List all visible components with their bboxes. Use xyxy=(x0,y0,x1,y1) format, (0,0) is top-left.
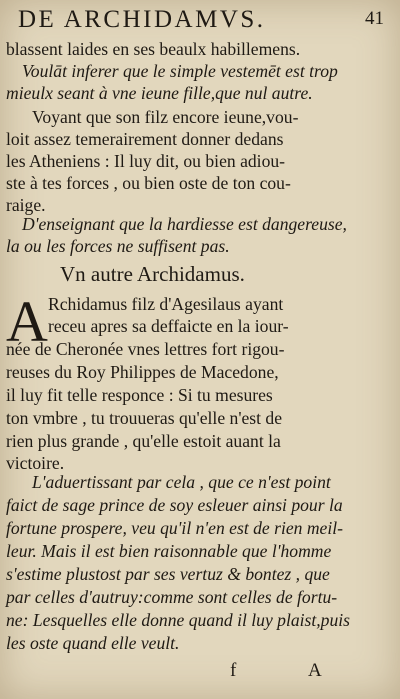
text-line: raige. xyxy=(6,195,46,215)
page-number: 41 xyxy=(365,8,384,29)
italic-line: Voulāt inferer que le simple vestemēt est trop xyxy=(22,61,338,81)
catchword: A xyxy=(308,660,322,681)
italic-line: L'aduertissant par cela , que ce n'est point xyxy=(32,472,331,492)
text-line: victoire. xyxy=(6,453,65,473)
text-line: loit assez temerairement donner dedans xyxy=(6,129,284,149)
italic-line: s'estime plustost par ses vertuz & bontez , que xyxy=(6,564,330,584)
section-heading: Vn autre Archidamus. xyxy=(60,262,245,286)
text-line: Rchidamus filz d'Agesilaus ayant xyxy=(48,294,284,314)
italic-line: D'enseignant que la hardiesse est dangereuse, xyxy=(22,214,347,234)
text-line: ste à tes forces , ou bien oste de ton cou- xyxy=(6,173,291,193)
italic-line: par celles d'autruy:comme sont celles de fortu- xyxy=(6,587,338,607)
text-line: Voyant que son filz encore ieune,vou- xyxy=(32,107,299,127)
italic-line: la ou les forces ne suffisent pas. xyxy=(6,236,230,256)
page-footer xyxy=(0,660,400,690)
running-title: DE ARCHIDAMVS. xyxy=(18,6,266,33)
italic-line: faict de sage prince de soy esleuer ainsi pour la xyxy=(6,495,343,515)
signature-mark: f xyxy=(230,660,237,681)
drop-cap: A xyxy=(6,289,48,354)
text-line: rien plus grande , qu'elle estoit auant la xyxy=(6,431,281,451)
italic-line: leur. Mais il est bien raisonnable que l'homme xyxy=(6,541,332,561)
text-line: il luy fit telle responce : Si tu mesures xyxy=(6,385,273,405)
italic-line: mieulx seant à vne ieune fille,que nul autre. xyxy=(6,83,313,103)
text-line: les Atheniens : Il luy dit, ou bien adiou- xyxy=(6,151,286,171)
text-line: reuses du Roy Philippes de Macedone, xyxy=(6,362,279,382)
text-line: ton vmbre , tu trouueras qu'elle n'est de xyxy=(6,408,283,428)
text-line: blassent laides en ses beaulx habillemens. xyxy=(6,39,301,59)
italic-line: les oste quand elle veult. xyxy=(6,633,180,653)
page-header xyxy=(18,6,384,36)
text-line: née de Cheronée vnes lettres fort rigou- xyxy=(6,339,285,359)
italic-line: fortune prospere, veu qu'il n'en est de rien meil- xyxy=(6,518,344,538)
text-line: receu apres sa deffaicte en la iour- xyxy=(48,316,289,336)
italic-line: ne: Lesquelles elle donne quand il luy plaist,puis xyxy=(6,610,351,630)
